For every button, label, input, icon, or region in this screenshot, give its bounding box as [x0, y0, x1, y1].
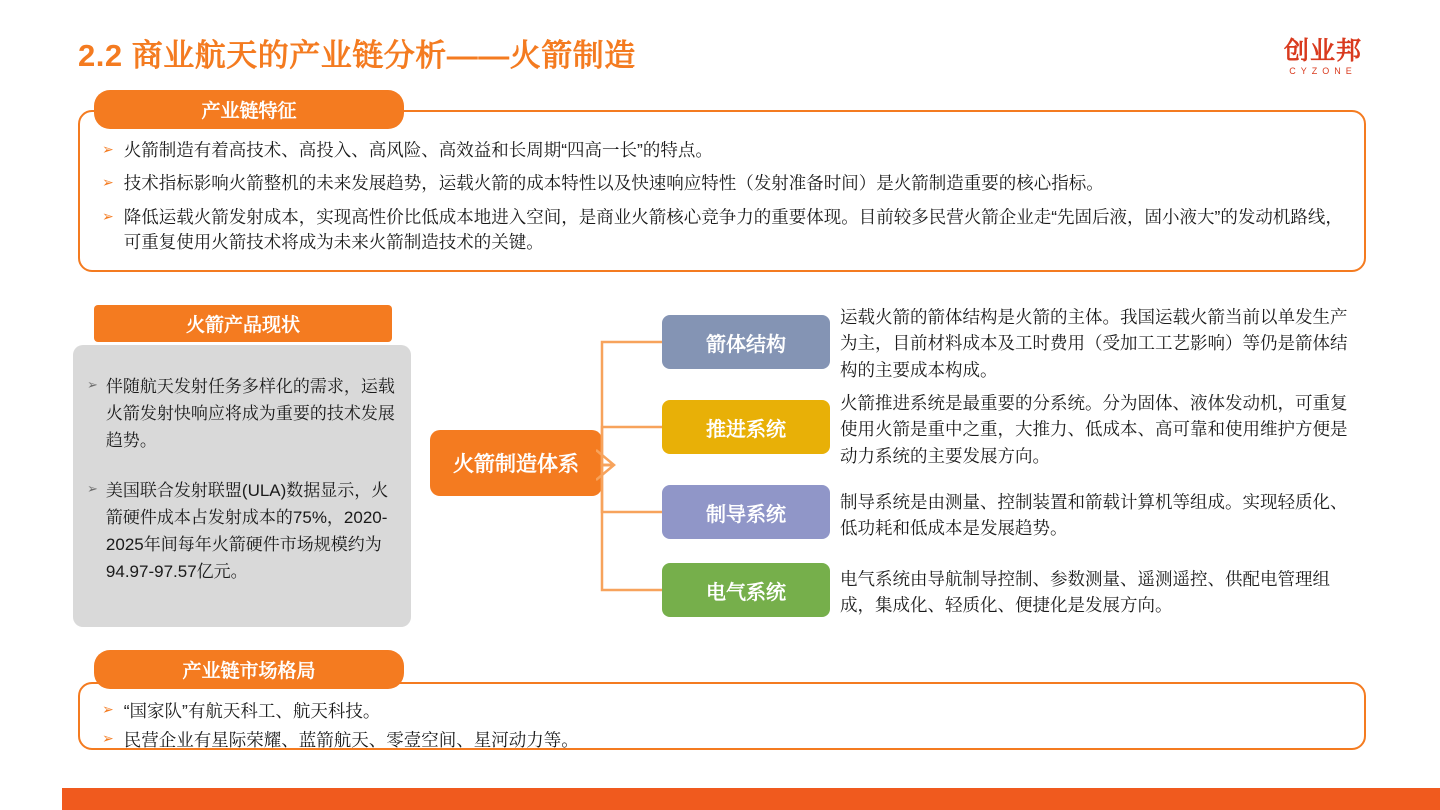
- list-item: [87, 477, 397, 586]
- diagram-node-guidance-text: 制导系统是由测量、控制装置和箭载计算机等组成。实现轻质化、低功耗和低成本是发展趋势。: [840, 492, 1348, 539]
- features-panel: [78, 110, 1366, 272]
- arrow-bullet-icon: ➢: [102, 207, 114, 224]
- features-bullet-list: [102, 138, 1346, 264]
- features-panel-tab: 产业链特征: [94, 90, 404, 129]
- list-item-text: 美国联合发射联盟(ULA)数据显示，火箭硬件成本占发射成本的75%，2020-2025年间每年火箭硬件市场规模约为94.97-97.57亿元。: [105, 480, 389, 582]
- arrow-bullet-icon: ➢: [102, 730, 114, 747]
- market-bullet-list: [102, 698, 579, 757]
- diagram-node-structure: 箭体结构: [662, 315, 830, 369]
- diagram-node-propulsion: 推进系统: [662, 400, 830, 454]
- product-status-box: [73, 345, 411, 627]
- logo-text: 创业邦: [1283, 37, 1362, 65]
- brand-logo: [1268, 38, 1378, 76]
- list-item-text: 降低运载火箭发射成本，实现高性价比低成本地进入空间，是商业火箭核心竞争力的重要体现。目前较多民营火箭企业走“先固后液，固小液大”的发动机路线，可重复使用火箭技术将成为未来火箭制造技术的关键。: [123, 206, 1343, 253]
- market-panel: [78, 682, 1366, 750]
- arrow-bullet-icon: ➢: [102, 141, 114, 157]
- list-item-text: 火箭制造有着高技术、高投入、高风险、高效益和长周期“四高一长”的特点。: [123, 140, 713, 160]
- market-panel-tab: 产业链市场格局: [94, 650, 404, 689]
- list-item-text: 民营企业有星际荣耀、蓝箭航天、零壹空间、星河动力等。: [123, 730, 579, 751]
- product-status-tab: 火箭产品现状: [94, 305, 392, 342]
- page-title: 2.2 商业航天的产业链分析——火箭制造: [78, 38, 636, 73]
- diagram-node-propulsion-text: 火箭推进系统是最重要的分系统。分为固体、液体发动机，可重复使用火箭是重中之重，大推力、低成本、高可靠和使用维护方便是动力系统的主要发展方向。: [840, 393, 1348, 466]
- logo-subtext: CYZONE: [1289, 66, 1357, 77]
- list-item: [102, 171, 1346, 196]
- diagram-node-guidance: 制导系统: [662, 485, 830, 539]
- list-item: [102, 698, 579, 724]
- diagram-node-structure-text: 运载火箭的箭体结构是火箭的主体。我国运载火箭当前以单发生产为主，目前材料成本及工时费用（受加工工艺影响）等仍是箭体结构的主要成本构成。: [840, 307, 1348, 380]
- list-item-text: 技术指标影响火箭整机的未来发展趋势，运载火箭的成本特性以及快速响应特性（发射准备时间）是火箭制造重要的核心指标。: [123, 173, 1104, 194]
- list-item: [102, 138, 1346, 163]
- list-item-text: “国家队”有航天科工、航天科技。: [123, 701, 381, 721]
- footer-bar: [0, 788, 1440, 810]
- product-bullet-list: [87, 373, 397, 607]
- list-item-text: 伴随航天发射任务多样化的需求，运载火箭发射快响应将成为重要的技术发展趋势。: [105, 377, 395, 451]
- arrow-bullet-icon: ➢: [102, 701, 114, 717]
- arrow-bullet-icon: ➢: [102, 174, 114, 191]
- arrow-bullet-icon: ➢: [87, 377, 98, 392]
- diagram-node-electrical-text: 电气系统由导航制导控制、参数测量、遥测遥控、供配电管理组成，集成化、轻质化、便捷化是发展方向。: [840, 569, 1330, 616]
- diagram-center-node: 火箭制造体系: [430, 430, 602, 496]
- arrow-bullet-icon: ➢: [87, 480, 98, 496]
- diagram-node-electrical: 电气系统: [662, 563, 830, 617]
- list-item: [87, 373, 397, 455]
- list-item: [102, 727, 579, 753]
- list-item: [102, 205, 1346, 256]
